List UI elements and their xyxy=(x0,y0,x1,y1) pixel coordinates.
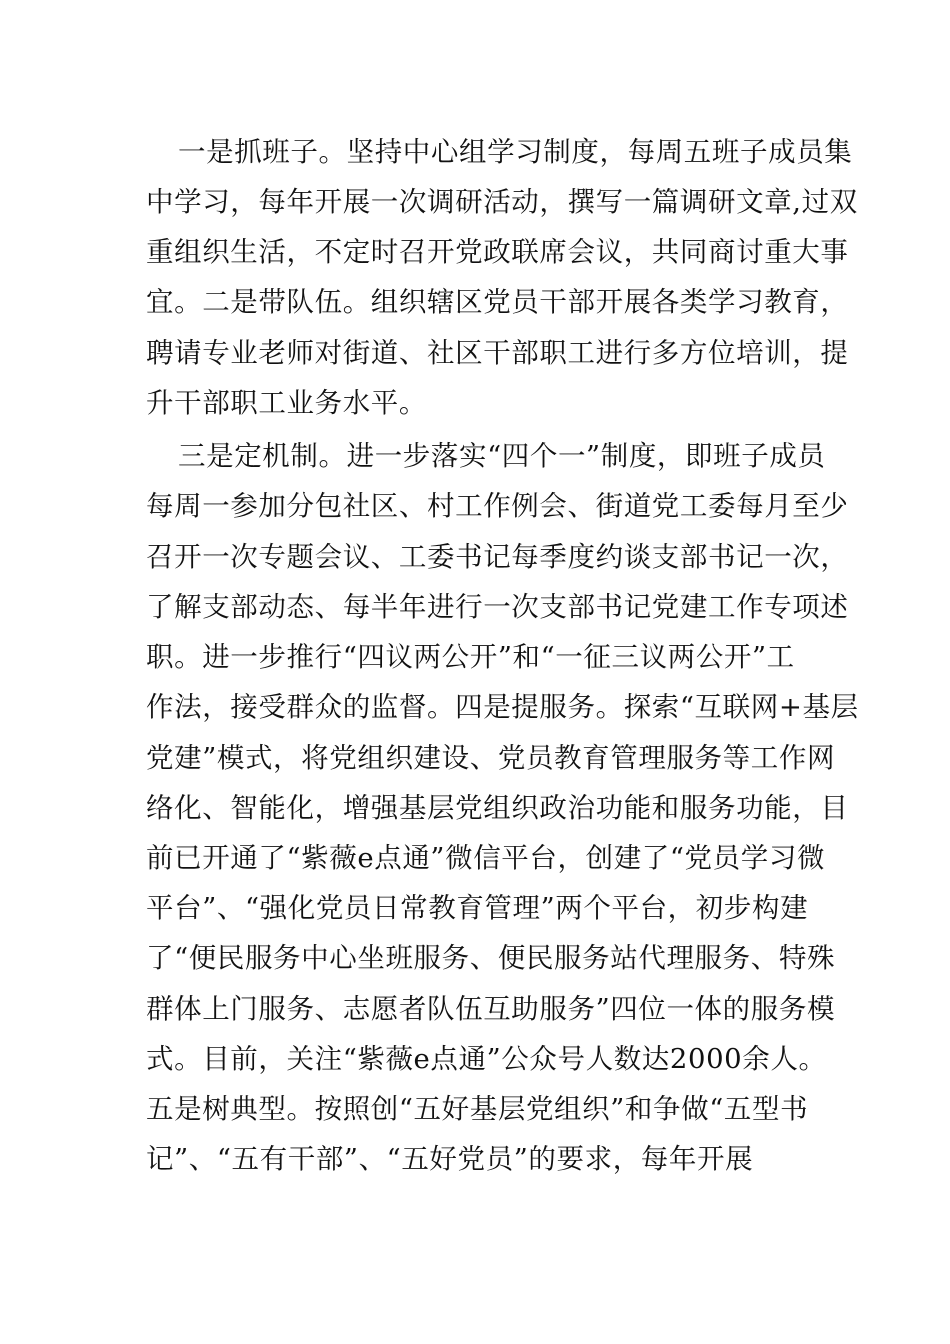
text-line: 每周一参加分包社区、村工作例会、街道党工委每月至少 xyxy=(146,490,849,522)
text-line: 络化、智能化，增强基层党组织政治功能和服务功能，目 xyxy=(146,792,849,824)
text-line: 党建”模式，将党组织建设、党员教育管理服务等工作网 xyxy=(146,742,836,774)
text-line: 重组织生活，不定时召开党政联席会议，共同商讨重大事 xyxy=(146,236,849,268)
text-line: 三是定机制。进一步落实“四个一”制度，即班子成员 xyxy=(178,440,826,472)
text-line: 了“便民服务中心坐班服务、便民服务站代理服务、特殊 xyxy=(146,942,836,974)
text-line: 前已开通了“紫薇e点通”微信平台，创建了“党员学习微 xyxy=(146,842,826,874)
text-line: 宜。二是带队伍。组织辖区党员干部开展各类学习教育， xyxy=(146,286,849,318)
text-line: 记”、“五有干部”、“五好党员”的要求，每年开展 xyxy=(146,1143,754,1175)
text-line: 式。目前，关注“紫薇e点通”公众号人数达2000余人。 xyxy=(146,1043,827,1075)
text-line: 中学习，每年开展一次调研活动，撰写一篇调研文章,过双 xyxy=(146,186,858,218)
text-line: 升干部职工业务水平。 xyxy=(146,387,427,419)
text-line: 召开一次专题会议、工委书记每季度约谈支部书记一次， xyxy=(146,541,849,573)
text-line: 聘请专业老师对街道、社区干部职工进行多方位培训，提 xyxy=(146,337,849,369)
text-line: 五是树典型。按照创“五好基层党组织”和争做“五型书 xyxy=(146,1093,809,1125)
text-line: 群体上门服务、志愿者队伍互助服务”四位一体的服务模 xyxy=(146,993,836,1025)
text-line: 平台”、“强化党员日常教育管理”两个平台，初步构建 xyxy=(146,892,809,924)
text-line: 一是抓班子。坚持中心组学习制度，每周五班子成员集 xyxy=(178,136,853,168)
text-line: 了解支部动态、每半年进行一次支部书记党建工作专项述 xyxy=(146,591,849,623)
text-line: 作法，接受群众的监督。四是提服务。探索“互联网+基层 xyxy=(146,691,859,723)
text-line: 职。进一步推行“四议两公开”和“一征三议两公开”工 xyxy=(146,641,795,673)
